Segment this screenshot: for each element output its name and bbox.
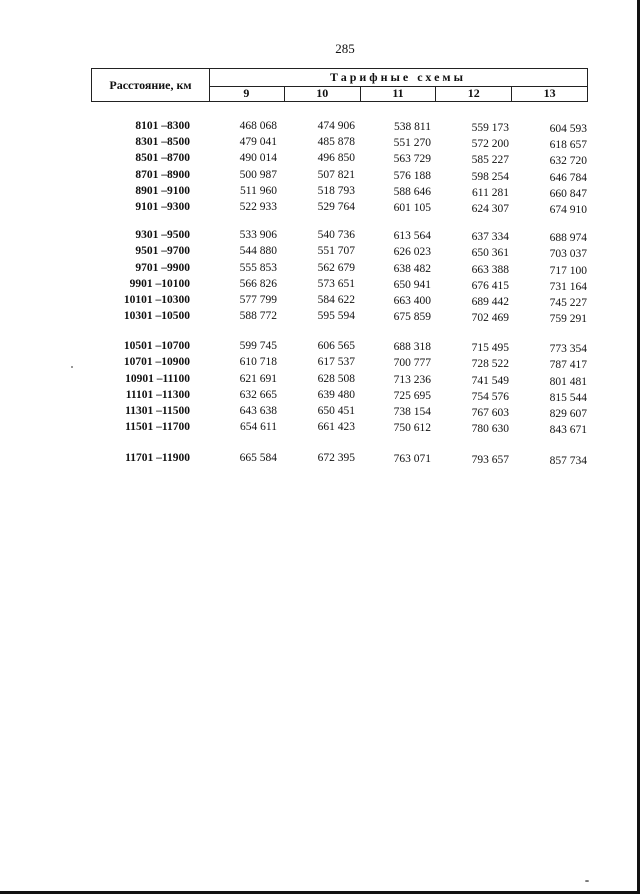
table-row	[0, 405, 640, 421]
table-row	[0, 262, 640, 278]
tariff-value-scheme-13: 815 544	[549, 392, 587, 404]
tariff-value-scheme-11: 750 612	[393, 422, 431, 434]
tariff-value-scheme-12: 624 307	[471, 203, 509, 215]
distance-range: 11701 –11900	[125, 452, 190, 464]
tariff-value-scheme-11: 638 482	[393, 263, 431, 275]
tariff-value-scheme-12: 689 442	[471, 296, 509, 308]
table-row	[0, 356, 640, 372]
tariff-value-scheme-10: 551 707	[317, 245, 355, 257]
tariff-value-scheme-13: 646 784	[549, 172, 587, 184]
tariff-value-scheme-10: 628 508	[317, 373, 355, 385]
tariff-value-scheme-12: 715 495	[471, 342, 509, 354]
tariff-value-scheme-9: 632 665	[239, 389, 277, 401]
page-number: 285	[335, 41, 355, 56]
tariff-value-scheme-9: 511 960	[240, 185, 277, 197]
tariff-value-scheme-9: 544 880	[239, 245, 277, 257]
tariff-value-scheme-13: 787 417	[549, 359, 587, 371]
table-row	[0, 152, 640, 168]
table-row	[0, 229, 640, 245]
tariff-value-scheme-13: 745 227	[549, 297, 587, 309]
scan-speck	[585, 880, 589, 882]
tariff-value-scheme-11: 538 811	[394, 121, 431, 133]
distance-range: 8101 –8300	[135, 120, 190, 132]
table-row	[0, 120, 640, 136]
tariff-value-scheme-10: 672 395	[317, 452, 355, 464]
tariff-value-scheme-10: 507 821	[317, 169, 355, 181]
tariff-value-scheme-13: 632 720	[549, 155, 587, 167]
tariff-value-scheme-10: 496 850	[317, 152, 355, 164]
tariff-value-scheme-12: 754 576	[471, 391, 509, 403]
tariff-value-scheme-12: 728 522	[471, 358, 509, 370]
tariff-value-scheme-9: 533 906	[239, 229, 277, 241]
distance-range: 9101 –9300	[135, 201, 190, 213]
tariff-value-scheme-9: 500 987	[239, 169, 277, 181]
tariff-value-scheme-10: 606 565	[317, 340, 355, 352]
column-header-13: 13	[543, 86, 556, 100]
tariff-value-scheme-9: 468 068	[239, 120, 277, 132]
tariff-value-scheme-13: 759 291	[549, 313, 587, 325]
tariff-value-scheme-10: 661 423	[317, 421, 355, 433]
tariff-value-scheme-11: 576 188	[393, 170, 431, 182]
tariff-value-scheme-9: 610 718	[239, 356, 277, 368]
distance-range: 11101 –11300	[125, 389, 190, 401]
tariff-value-scheme-11: 650 941	[393, 279, 431, 291]
tariff-value-scheme-11: 688 318	[393, 341, 431, 353]
tariff-value-scheme-10: 617 537	[317, 356, 355, 368]
distance-range: 9301 –9500	[135, 229, 190, 241]
tariff-value-scheme-10: 573 651	[317, 278, 355, 290]
tariff-value-scheme-13: 773 354	[549, 343, 587, 355]
tariff-value-scheme-10: 595 594	[317, 310, 355, 322]
distance-range: 10701 –10900	[123, 356, 190, 368]
tariff-value-scheme-10: 518 793	[317, 185, 355, 197]
table-row	[0, 278, 640, 294]
tariff-value-scheme-13: 660 847	[549, 188, 587, 200]
table-row	[0, 373, 640, 389]
table-row	[0, 452, 640, 468]
column-header-9: 9	[209, 86, 285, 101]
tariff-value-scheme-9: 566 826	[239, 278, 277, 290]
tariff-value-scheme-9: 588 772	[239, 310, 277, 322]
tariff-value-scheme-12: 780 630	[471, 423, 509, 435]
tariff-value-scheme-12: 585 227	[471, 154, 509, 166]
table-row	[0, 169, 640, 185]
tariff-value-scheme-9: 522 933	[239, 201, 277, 213]
tariff-value-scheme-12: 611 281	[472, 187, 509, 199]
tariff-value-scheme-10: 529 764	[317, 201, 355, 213]
distance-range: 10501 –10700	[123, 340, 190, 352]
distance-column-header: Расстояние, км	[92, 69, 210, 101]
column-header-12: 12	[436, 86, 512, 101]
tariff-value-scheme-11: 601 105	[393, 202, 431, 214]
tariff-value-scheme-12: 572 200	[471, 138, 509, 150]
distance-range: 9501 –9700	[135, 245, 190, 257]
tariff-value-scheme-11: 763 071	[393, 453, 431, 465]
tariff-value-scheme-9: 654 611	[240, 421, 277, 433]
table-row	[0, 245, 640, 261]
tariff-value-scheme-13: 703 037	[549, 248, 587, 260]
tariff-value-scheme-11: 725 695	[393, 390, 431, 402]
table-row	[0, 136, 640, 152]
tariff-value-scheme-11: 563 729	[393, 153, 431, 165]
tariff-value-scheme-11: 713 236	[393, 374, 431, 386]
table-row	[0, 201, 640, 217]
tariff-value-scheme-12: 650 361	[471, 247, 509, 259]
tariff-value-scheme-11: 738 154	[393, 406, 431, 418]
tariff-value-scheme-9: 577 799	[239, 294, 277, 306]
tariff-value-scheme-13: 829 607	[549, 408, 587, 420]
tariff-value-scheme-10: 540 736	[317, 229, 355, 241]
tariff-value-scheme-11: 613 564	[393, 230, 431, 242]
scan-speck	[71, 366, 73, 368]
table-row	[0, 185, 640, 201]
distance-range: 8501 –8700	[135, 152, 190, 164]
column-header-11: 11	[361, 86, 437, 101]
distance-range: 8301 –8500	[135, 136, 190, 148]
tariff-value-scheme-12: 559 173	[471, 122, 509, 134]
distance-range: 11301 –11500	[125, 405, 190, 417]
tariff-value-scheme-13: 857 734	[549, 455, 587, 467]
tariff-value-scheme-12: 793 657	[471, 454, 509, 466]
tariff-value-scheme-12: 676 415	[471, 280, 509, 292]
tariff-value-scheme-11: 551 270	[393, 137, 431, 149]
column-header-10: 10	[285, 86, 361, 101]
tariff-value-scheme-10: 650 451	[317, 405, 355, 417]
distance-range: 10301 –10500	[123, 310, 190, 322]
tariff-value-scheme-9: 665 584	[239, 452, 277, 464]
tariff-value-scheme-12: 663 388	[471, 264, 509, 276]
table-row	[0, 340, 640, 356]
tariff-value-scheme-13: 674 910	[549, 204, 587, 216]
table-row	[0, 294, 640, 310]
tariff-value-scheme-12: 702 469	[471, 312, 509, 324]
tariff-value-scheme-13: 618 657	[549, 139, 587, 151]
tariff-value-scheme-11: 700 777	[393, 357, 431, 369]
tariff-value-scheme-12: 637 334	[471, 231, 509, 243]
tariff-value-scheme-11: 626 023	[393, 246, 431, 258]
tariff-value-scheme-9: 555 853	[239, 262, 277, 274]
tariff-value-scheme-9: 643 638	[239, 405, 277, 417]
tariff-value-scheme-13: 688 974	[549, 232, 587, 244]
distance-range: 9901 –10100	[129, 278, 190, 290]
tariff-value-scheme-9: 621 691	[239, 373, 277, 385]
tariff-value-scheme-13: 604 593	[549, 123, 587, 135]
distance-range: 10901 –11100	[125, 373, 190, 385]
tariff-value-scheme-10: 485 878	[317, 136, 355, 148]
distance-range: 8701 –8900	[135, 169, 190, 181]
tariff-value-scheme-13: 731 164	[549, 281, 587, 293]
tariff-value-scheme-12: 598 254	[471, 171, 509, 183]
tariff-value-scheme-10: 474 906	[317, 120, 355, 132]
tariff-value-scheme-11: 663 400	[393, 295, 431, 307]
tariff-value-scheme-10: 562 679	[317, 262, 355, 274]
tariff-value-scheme-13: 843 671	[549, 424, 587, 436]
tariff-value-scheme-12: 741 549	[471, 375, 509, 387]
table-row	[0, 421, 640, 437]
tariff-value-scheme-10: 639 480	[317, 389, 355, 401]
tariff-value-scheme-12: 767 603	[471, 407, 509, 419]
tariff-schemes-header: Тарифные схемы	[209, 69, 587, 87]
tariff-value-scheme-10: 584 622	[317, 294, 355, 306]
tariff-value-scheme-13: 801 481	[549, 376, 587, 388]
table-row	[0, 389, 640, 405]
distance-range: 11501 –11700	[125, 421, 190, 433]
tariff-value-scheme-11: 588 646	[393, 186, 431, 198]
tariff-value-scheme-9: 479 041	[239, 136, 277, 148]
distance-range: 8901 –9100	[135, 185, 190, 197]
distance-range: 9701 –9900	[135, 262, 190, 274]
tariff-value-scheme-9: 599 745	[239, 340, 277, 352]
distance-range: 10101 –10300	[123, 294, 190, 306]
tariff-value-scheme-9: 490 014	[239, 152, 277, 164]
tariff-value-scheme-13: 717 100	[549, 265, 587, 277]
tariff-value-scheme-11: 675 859	[393, 311, 431, 323]
table-row	[0, 310, 640, 326]
